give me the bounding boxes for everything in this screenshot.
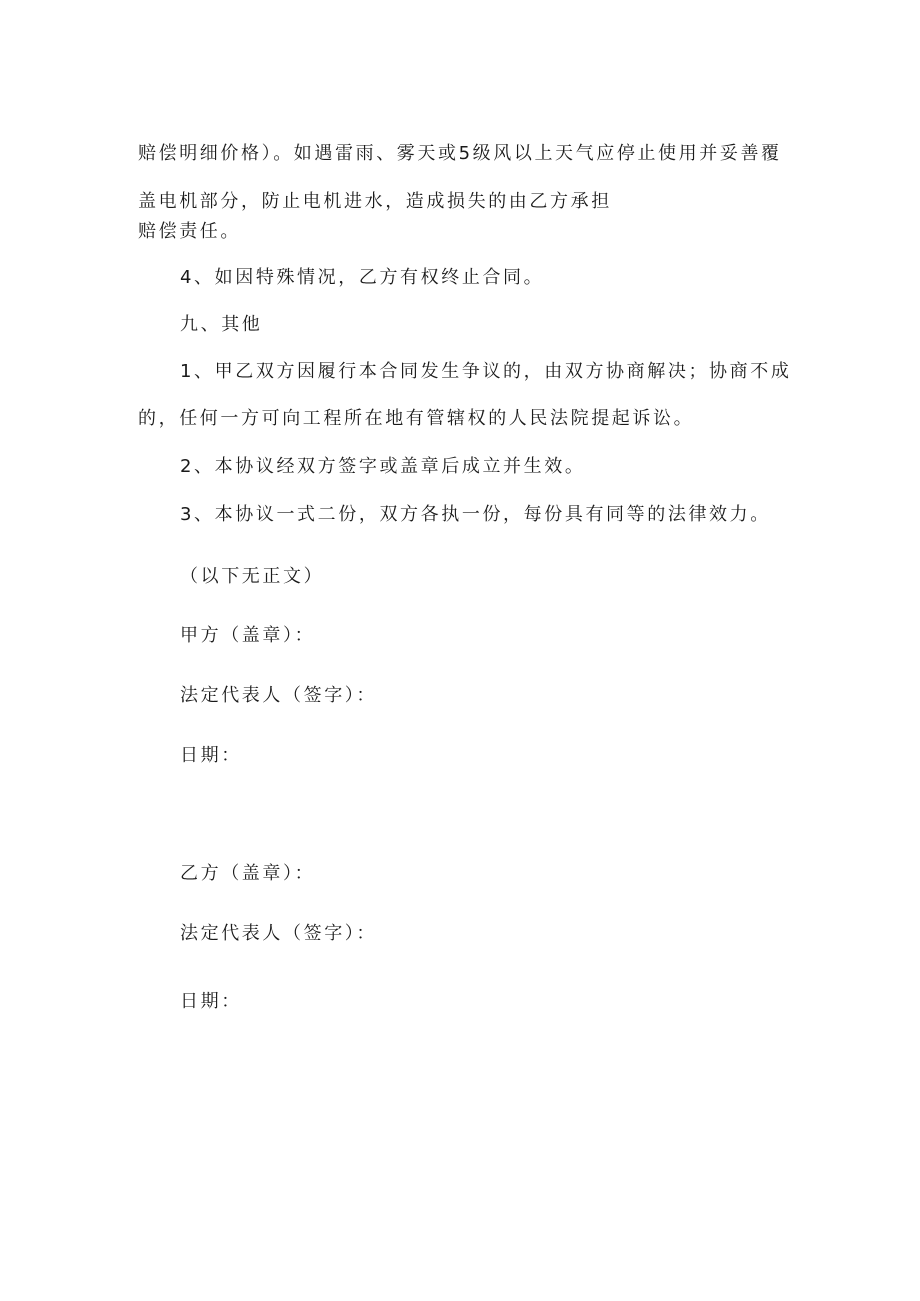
party-a-date-label: 日期： [180,745,242,766]
party-b-seal-label: 乙方（盖章）： [180,863,316,884]
paragraph-line-liability: 赔偿责任。 [138,221,241,242]
clause-1-dispute: 1、甲乙双方因履行本合同发生争议的，由双方协商解决；协商不成 [180,361,792,382]
paragraph-line-compensation: 赔偿明细价格）。如遇雷雨、雾天或5级风以上天气应停止使用并妥善覆 [138,143,782,164]
party-b-date-label: 日期： [180,991,242,1012]
paragraph-line-motor-cover: 盖电机部分，防止电机进水，造成损失的由乙方承担 [138,191,612,212]
party-b-representative-label: 法定代表人（签字）： [180,923,377,944]
no-further-text-note: （以下无正文） [180,566,325,587]
clause-2-effectiveness: 2、本协议经双方签字或盖章后成立并生效。 [180,456,586,477]
section-heading-other: 九、其他 [180,314,263,335]
clause-1-dispute-continued: 的，任何一方可向工程所在地有管辖权的人民法院提起诉讼。 [138,408,695,429]
party-a-representative-label: 法定代表人（签字）： [180,685,377,706]
party-a-seal-label: 甲方（盖章）： [180,625,316,646]
clause-3-copies: 3、本协议一式二份，双方各执一份，每份具有同等的法律效力。 [180,504,771,525]
clause-4-termination: 4、如因特殊情况，乙方有权终止合同。 [180,267,545,288]
